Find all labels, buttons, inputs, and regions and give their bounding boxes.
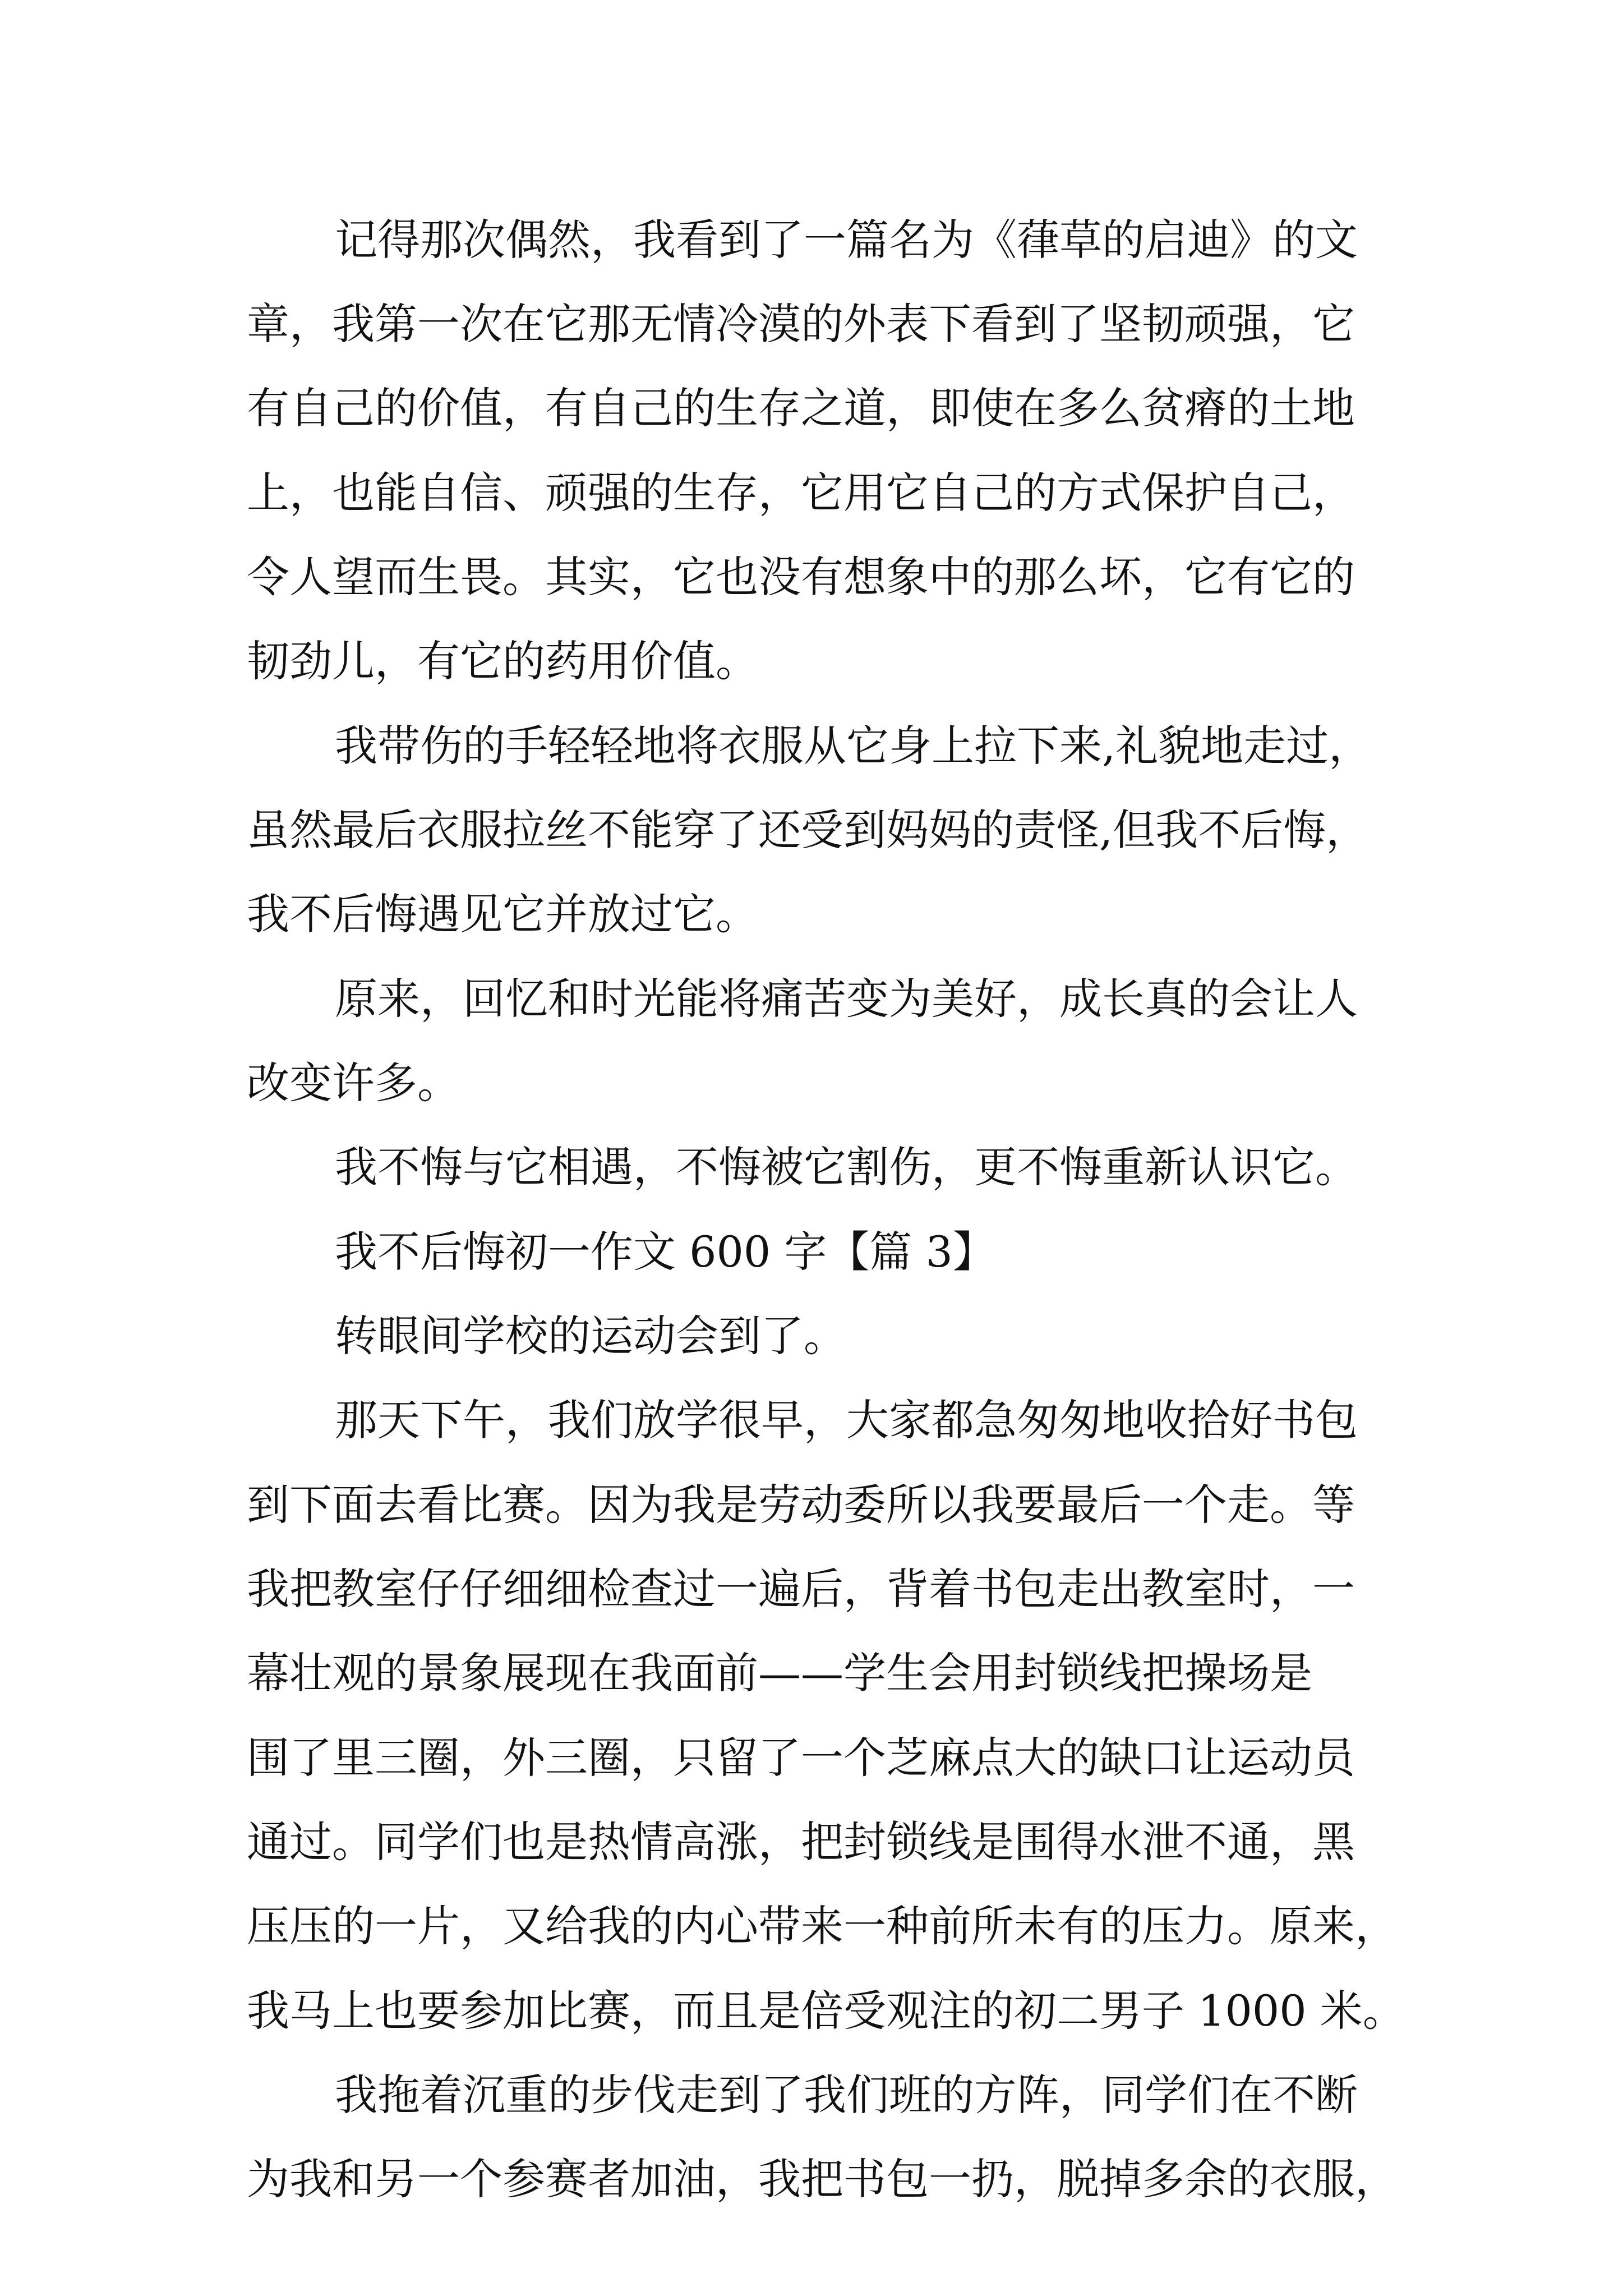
text-line: 幕壮观的景象展现在我面前——学生会用封锁线把操场是 bbox=[247, 1648, 1312, 1698]
text-line: 我带伤的手轻轻地将衣服从它身上拉下来,礼貌地走过， bbox=[335, 721, 1372, 771]
text-line: 通过。同学们也是热情高涨，把封锁线是围得水泄不通，黑 bbox=[247, 1817, 1355, 1867]
text-line: 转眼间学校的运动会到了。 bbox=[335, 1311, 846, 1361]
text-line: 我把教室仔仔细细检查过一遍后，背着书包走出教室时，一 bbox=[247, 1564, 1355, 1614]
text-line: 压压的一片，又给我的内心带来一种前所未有的压力。原来， bbox=[247, 1901, 1398, 1951]
text-line: 令人望而生畏。其实，它也没有想象中的那么坏，它有它的 bbox=[247, 552, 1355, 602]
text-line: 改变许多。 bbox=[247, 1058, 460, 1108]
text-line: 章，我第一次在它那无情冷漠的外表下看到了坚韧顽强，它 bbox=[247, 299, 1355, 349]
text-line: 上，也能自信、顽强的生存，它用它自己的方式保护自己， bbox=[247, 468, 1355, 518]
text-line: 到下面去看比赛。因为我是劳动委所以我要最后一个走。等 bbox=[247, 1480, 1355, 1530]
text-line: 我不后悔遇见它并放过它。 bbox=[247, 889, 758, 939]
text-line: 我马上也要参加比赛，而且是倍受观注的初二男子 1000 米。 bbox=[247, 1986, 1405, 2036]
text-line: 虽然最后衣服拉丝不能穿了还受到妈妈的责怪,但我不后悔， bbox=[247, 805, 1369, 855]
text-line: 原来，回忆和时光能将痛苦变为美好，成长真的会让人 bbox=[335, 974, 1358, 1024]
text-line: 我不悔与它相遇，不悔被它割伤，更不悔重新认识它。 bbox=[335, 1142, 1358, 1192]
text-line: 有自己的价值，有自己的生存之道，即使在多么贫瘠的土地 bbox=[247, 383, 1355, 433]
text-line: 围了里三圈，外三圈，只留了一个芝麻点大的缺口让运动员 bbox=[247, 1733, 1355, 1783]
section-heading: 我不后悔初一作文 600 字【篇 3】 bbox=[335, 1227, 995, 1277]
text-line: 我拖着沉重的步伐走到了我们班的方阵，同学们在不断 bbox=[335, 2070, 1358, 2120]
text-line: 韧劲儿，有它的药用价值。 bbox=[247, 636, 758, 686]
text-line: 为我和另一个参赛者加油，我把书包一扔，脱掉多余的衣服， bbox=[247, 2154, 1398, 2204]
text-line: 那天下午，我们放学很早，大家都急匆匆地收拾好书包 bbox=[335, 1395, 1358, 1445]
text-line: 记得那次偶然，我看到了一篇名为《葎草的启迪》的文 bbox=[335, 215, 1358, 265]
